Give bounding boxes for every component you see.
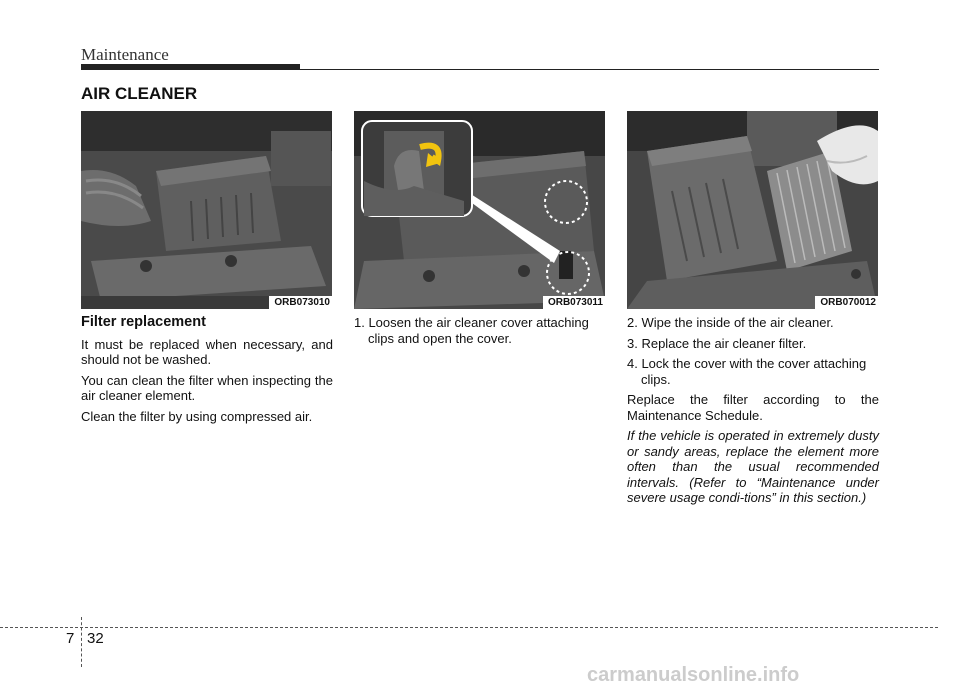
figure-engine-bay (81, 111, 332, 309)
filter-replacement-photo (627, 111, 878, 309)
figure-caption: ORB073011 (543, 296, 605, 309)
figure-caption: ORB070012 (815, 296, 878, 309)
figure-filter-replacement (627, 111, 878, 309)
paragraph: Replace the filter according to the Maintenance Schedule. (627, 392, 879, 423)
footer-divider (81, 617, 82, 667)
step-item: 2. Wipe the inside of the air cleaner. (627, 315, 834, 330)
step-item: 4. Lock the cover with the cover attaching clips. (627, 356, 867, 387)
paragraph: It must be replaced when necessary, and should not be washed. (81, 336, 333, 367)
watermark: carmanualsonline.info (587, 664, 800, 686)
figure-caption: ORB073010 (269, 296, 332, 309)
step-item: 3. Replace the air cleaner filter. (627, 335, 807, 351)
figure-clip-detail (354, 111, 605, 309)
header-bar (81, 64, 300, 70)
footer-rule (0, 627, 938, 628)
paragraph: Clean the filter by using compressed air. (81, 408, 313, 424)
chapter-number: 7 (66, 630, 75, 647)
severe-usage-note: If the vehicle is operated in extremely dusty or sandy areas, replace the element more often than the usual recommended intervals. (Refer to “Maintenance under severe usage condi-tions” in this section.) (627, 428, 879, 505)
engine-bay-air-cleaner-photo (81, 111, 332, 309)
left-column (81, 315, 333, 429)
section-title: Maintenance (81, 45, 169, 64)
header-rule (300, 69, 879, 70)
page-number: 32 (87, 630, 104, 647)
clip-detail-photo (354, 111, 605, 309)
right-column (627, 315, 879, 511)
step-item: 1. Loosen the air cleaner cover attaching clips and open the cover. (354, 315, 589, 346)
paragraph: You can clean the filter when inspecting the air cleaner element. (81, 372, 333, 403)
middle-column (354, 315, 606, 351)
page-heading: AIR CLEANER (81, 84, 198, 103)
subheading-filter-replacement: Filter replacement (81, 314, 206, 330)
